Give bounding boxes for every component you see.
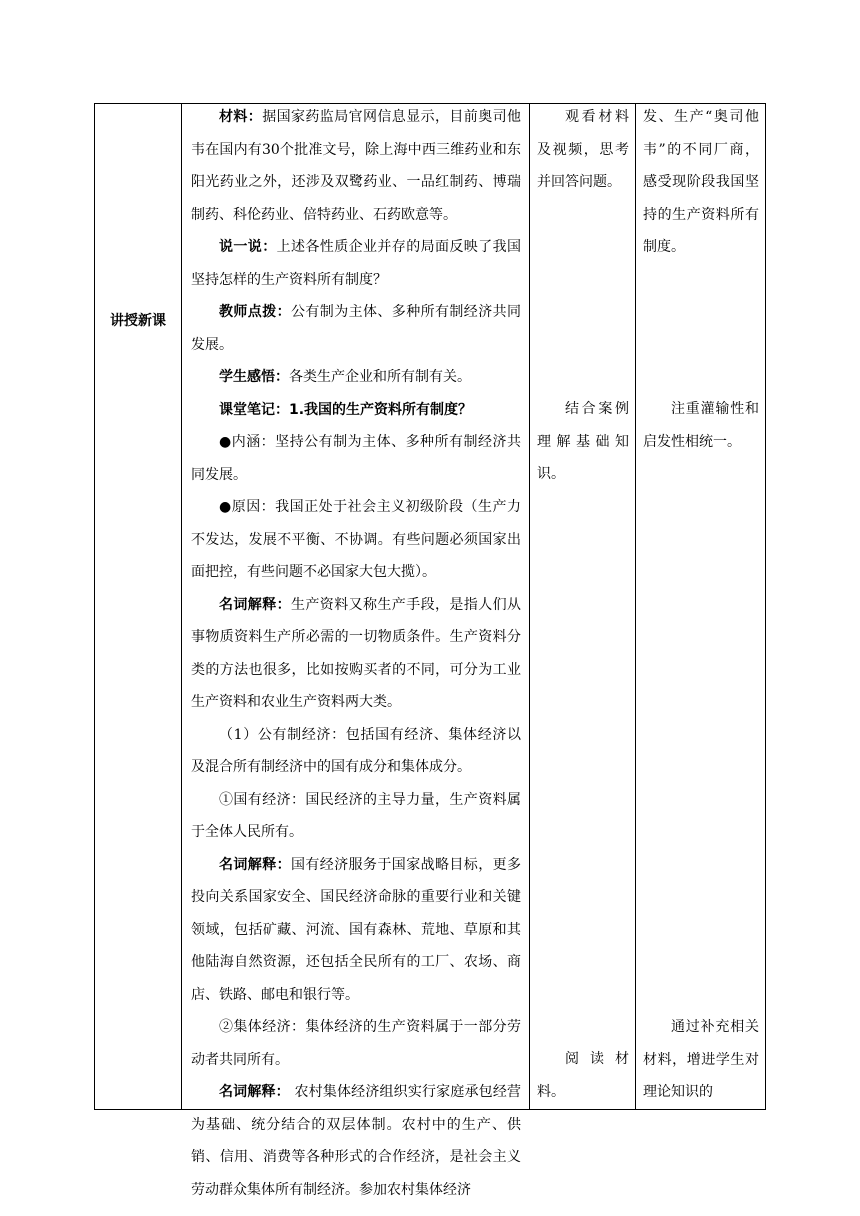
student-activity-cell-3 [537,1043,629,1108]
para-text: 农村集体经济组织实行家庭承包经营为基础、统分结合的双层体制。农村中的生产、供销、信用、消费等各种形式的合作经济，是社会主义劳动群众集体所有制经济。参加农村集体经济 [191,1084,521,1198]
para-text: ●内涵：坚持公有制为主体、多种所有制经济共同发展。 [191,434,521,483]
content-paragraph [191,491,521,589]
para-text: 各类生产企业和所有制有关。 [289,369,471,385]
design-intent-cell-2 [643,393,759,458]
design-intent-3: 通过补充相关材料，增进学生对理论知识的 [643,1019,759,1100]
student-activity-2: 结合案例理解基础知识。 [537,401,629,482]
para-lead: 名词解释： [219,1084,290,1100]
content-paragraph [191,361,521,394]
content-paragraph [191,1011,521,1076]
design-intent-column [643,101,759,264]
student-activity-3: 阅读材料。 [537,1051,629,1100]
content-paragraph [191,784,521,849]
para-text: 据国家药监局官网信息显示，目前奥司他韦在国内有30个批准文号，除上海中西三维药业和东阳光药业之外，还涉及双鹭药业、一品红制药、博瑞制药、科伦药业、倍特药业、石药欧意等。 [191,109,521,223]
para-text: 上述各性质企业并存的局面反映了我国坚持怎样的生产资料所有制度？ [191,239,521,288]
para-lead: 教师点拨： [219,304,291,320]
content-paragraph [191,719,521,784]
para-lead: 名词解释： [219,856,291,873]
content-paragraph [191,589,521,719]
design-intent-1: 发、生产“奥司他韦”的不同厂商，感受现阶段我国坚持的生产资料所有制度。 [643,109,759,255]
content-paragraph [191,101,521,231]
para-text: ②集体经济：集体经济的生产资料属于一部分劳动者共同所有。 [191,1019,521,1068]
para-text: ●原因：我国正处于社会主义初级阶段（生产力不发达，发展不平衡、不协调。有些问题必须国家出面把控，有些问题不必国家大包大揽）。 [191,499,521,580]
content-paragraph [191,296,521,361]
row-label: 讲授新课 [110,313,166,329]
para-lead: 名词解释： [219,596,291,613]
para-lead: 学生感悟： [219,369,289,385]
para-text: （1）公有制经济：包括国有经济、集体经济以及混合所有制经济中的国有成分和集体成分。 [191,726,521,775]
table-right-border [765,103,766,1110]
table-left-border [94,103,95,1110]
content-paragraph [191,426,521,491]
content-paragraph [191,394,521,427]
content-paragraph [191,1076,521,1206]
para-text: 生产资料又称生产手段，是指人们从事物质资料生产所必需的一切物质条件。生产资料分类的方法也很多，比如按购买者的不同，可分为工业生产资料和农业生产资料两大类。 [191,596,521,710]
student-activity-1: 观看材料及视频，思考并回答问题。 [537,109,629,190]
content-column [191,101,521,1206]
content-paragraph [191,231,521,296]
para-lead: 说一说： [219,239,277,255]
para-text: ①国有经济：国民经济的主导力量，生产资料属于全体人民所有。 [191,791,521,840]
student-activity-column [537,101,629,199]
design-intent-2: 注重灌输性和启发性相统一。 [643,401,759,450]
lesson-plan-table [94,103,766,1198]
column-divider-1 [181,103,182,1110]
para-lead: 课堂笔记：1.我国的生产资料所有制度？ [219,401,473,418]
column-divider-2 [529,103,530,1110]
student-activity-cell-2 [537,393,629,491]
para-text: 公有制为主体、多种所有制经济共同发展。 [191,304,521,353]
para-text: 国有经济服务于国家战略目标，更多投向关系国家安全、国民经济命脉的重要行业和关键领域，包括矿藏、河流、国有森林、荒地、草原和其他陆海自然资源，还包括全民所有的工厂、农场、商店、铁路、邮电和银行等。 [191,856,521,1003]
column-divider-3 [635,103,636,1110]
para-lead: 材料： [219,109,263,125]
design-intent-cell-3 [643,1011,759,1109]
content-paragraph [191,849,521,1012]
